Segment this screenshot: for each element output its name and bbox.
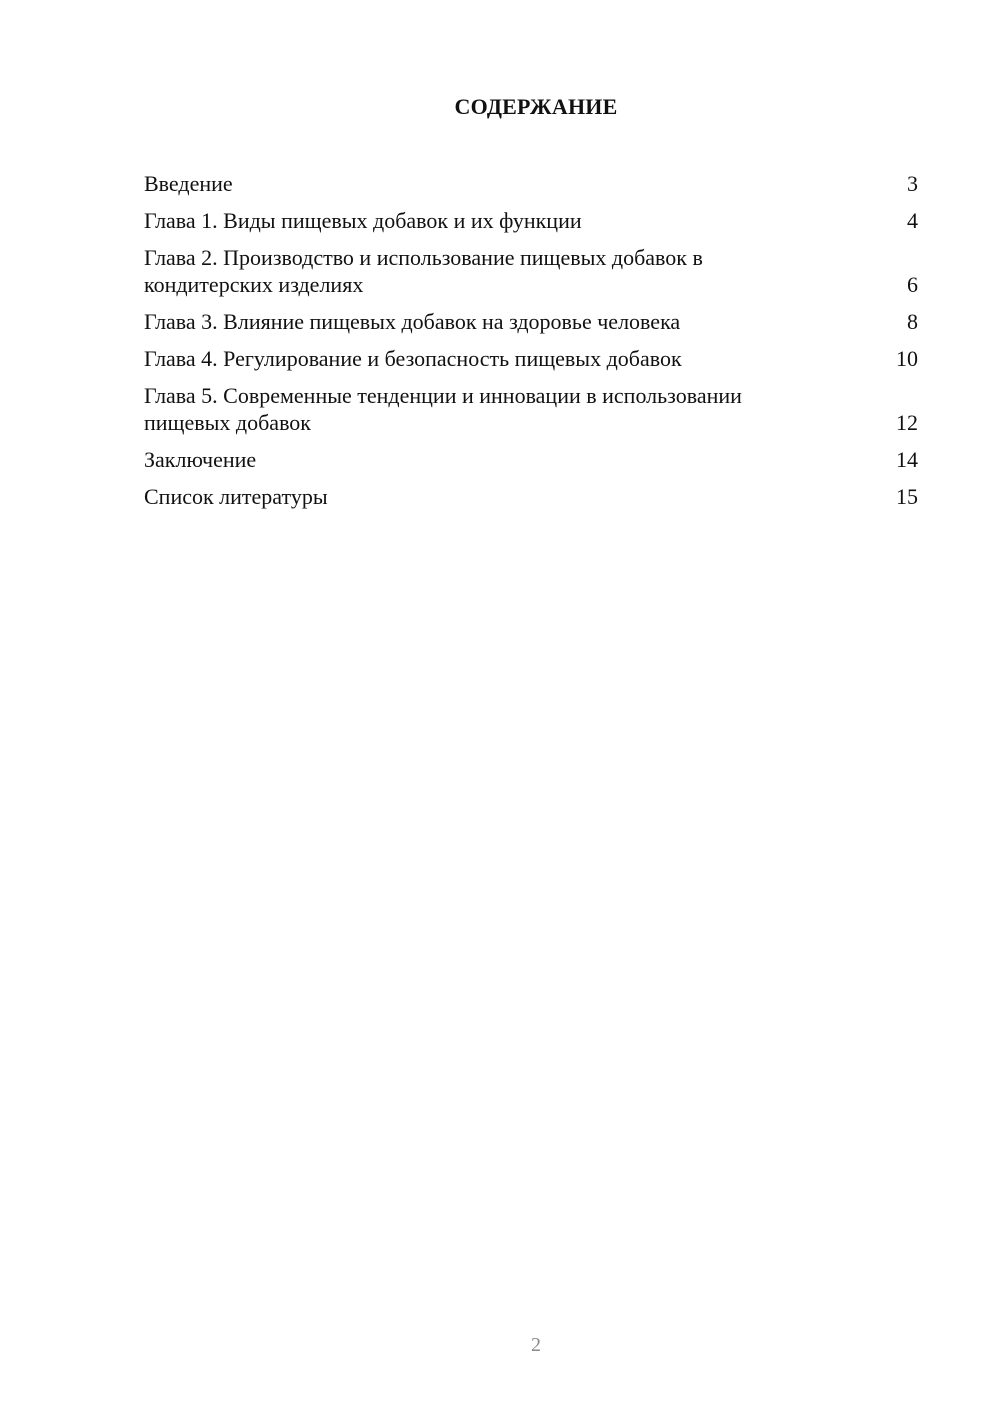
- toc-entry-page: 12: [896, 410, 918, 435]
- toc-entry-title: Глава 4. Регулирование и безопасность пищевых добавок: [144, 346, 682, 371]
- toc-entry-page: 15: [896, 484, 918, 509]
- toc-entry-chapter-2: [144, 244, 918, 298]
- toc-entry-chapter-3: [144, 308, 918, 335]
- toc-entry-conclusion: [144, 446, 918, 473]
- page-title: СОДЕРЖАНИЕ: [454, 94, 618, 119]
- toc-entry-title: Глава 1. Виды пищевых добавок и их функции: [144, 208, 582, 233]
- toc-entry-title: Введение: [144, 171, 233, 196]
- toc-entry-chapter-1: [144, 207, 918, 234]
- toc-entry-title: Глава 5. Современные тенденции и инновации в использовании пищевых добавок: [144, 383, 742, 435]
- toc-entry-title: Заключение: [144, 447, 257, 472]
- toc-entry-page: 3: [907, 171, 918, 196]
- toc-entry-bibliography: [144, 483, 918, 510]
- toc-entry-page: 4: [907, 208, 918, 233]
- toc-entry-introduction: [144, 170, 918, 197]
- toc-entry-title: Глава 3. Влияние пищевых добавок на здоровье человека: [144, 309, 681, 334]
- table-of-contents: [144, 170, 918, 520]
- page-number: 2: [531, 1334, 541, 1356]
- toc-entry-page: 8: [907, 309, 918, 334]
- toc-entry-chapter-5: [144, 382, 918, 436]
- toc-entry-page: 6: [907, 272, 918, 297]
- toc-entry-page: 10: [896, 346, 918, 371]
- toc-entry-title: Список литературы: [144, 484, 328, 509]
- toc-entry-title: Глава 2. Производство и использование пищевых добавок в кондитерских изделиях: [144, 245, 703, 297]
- toc-entry-chapter-4: [144, 345, 918, 372]
- toc-entry-page: 14: [896, 447, 918, 472]
